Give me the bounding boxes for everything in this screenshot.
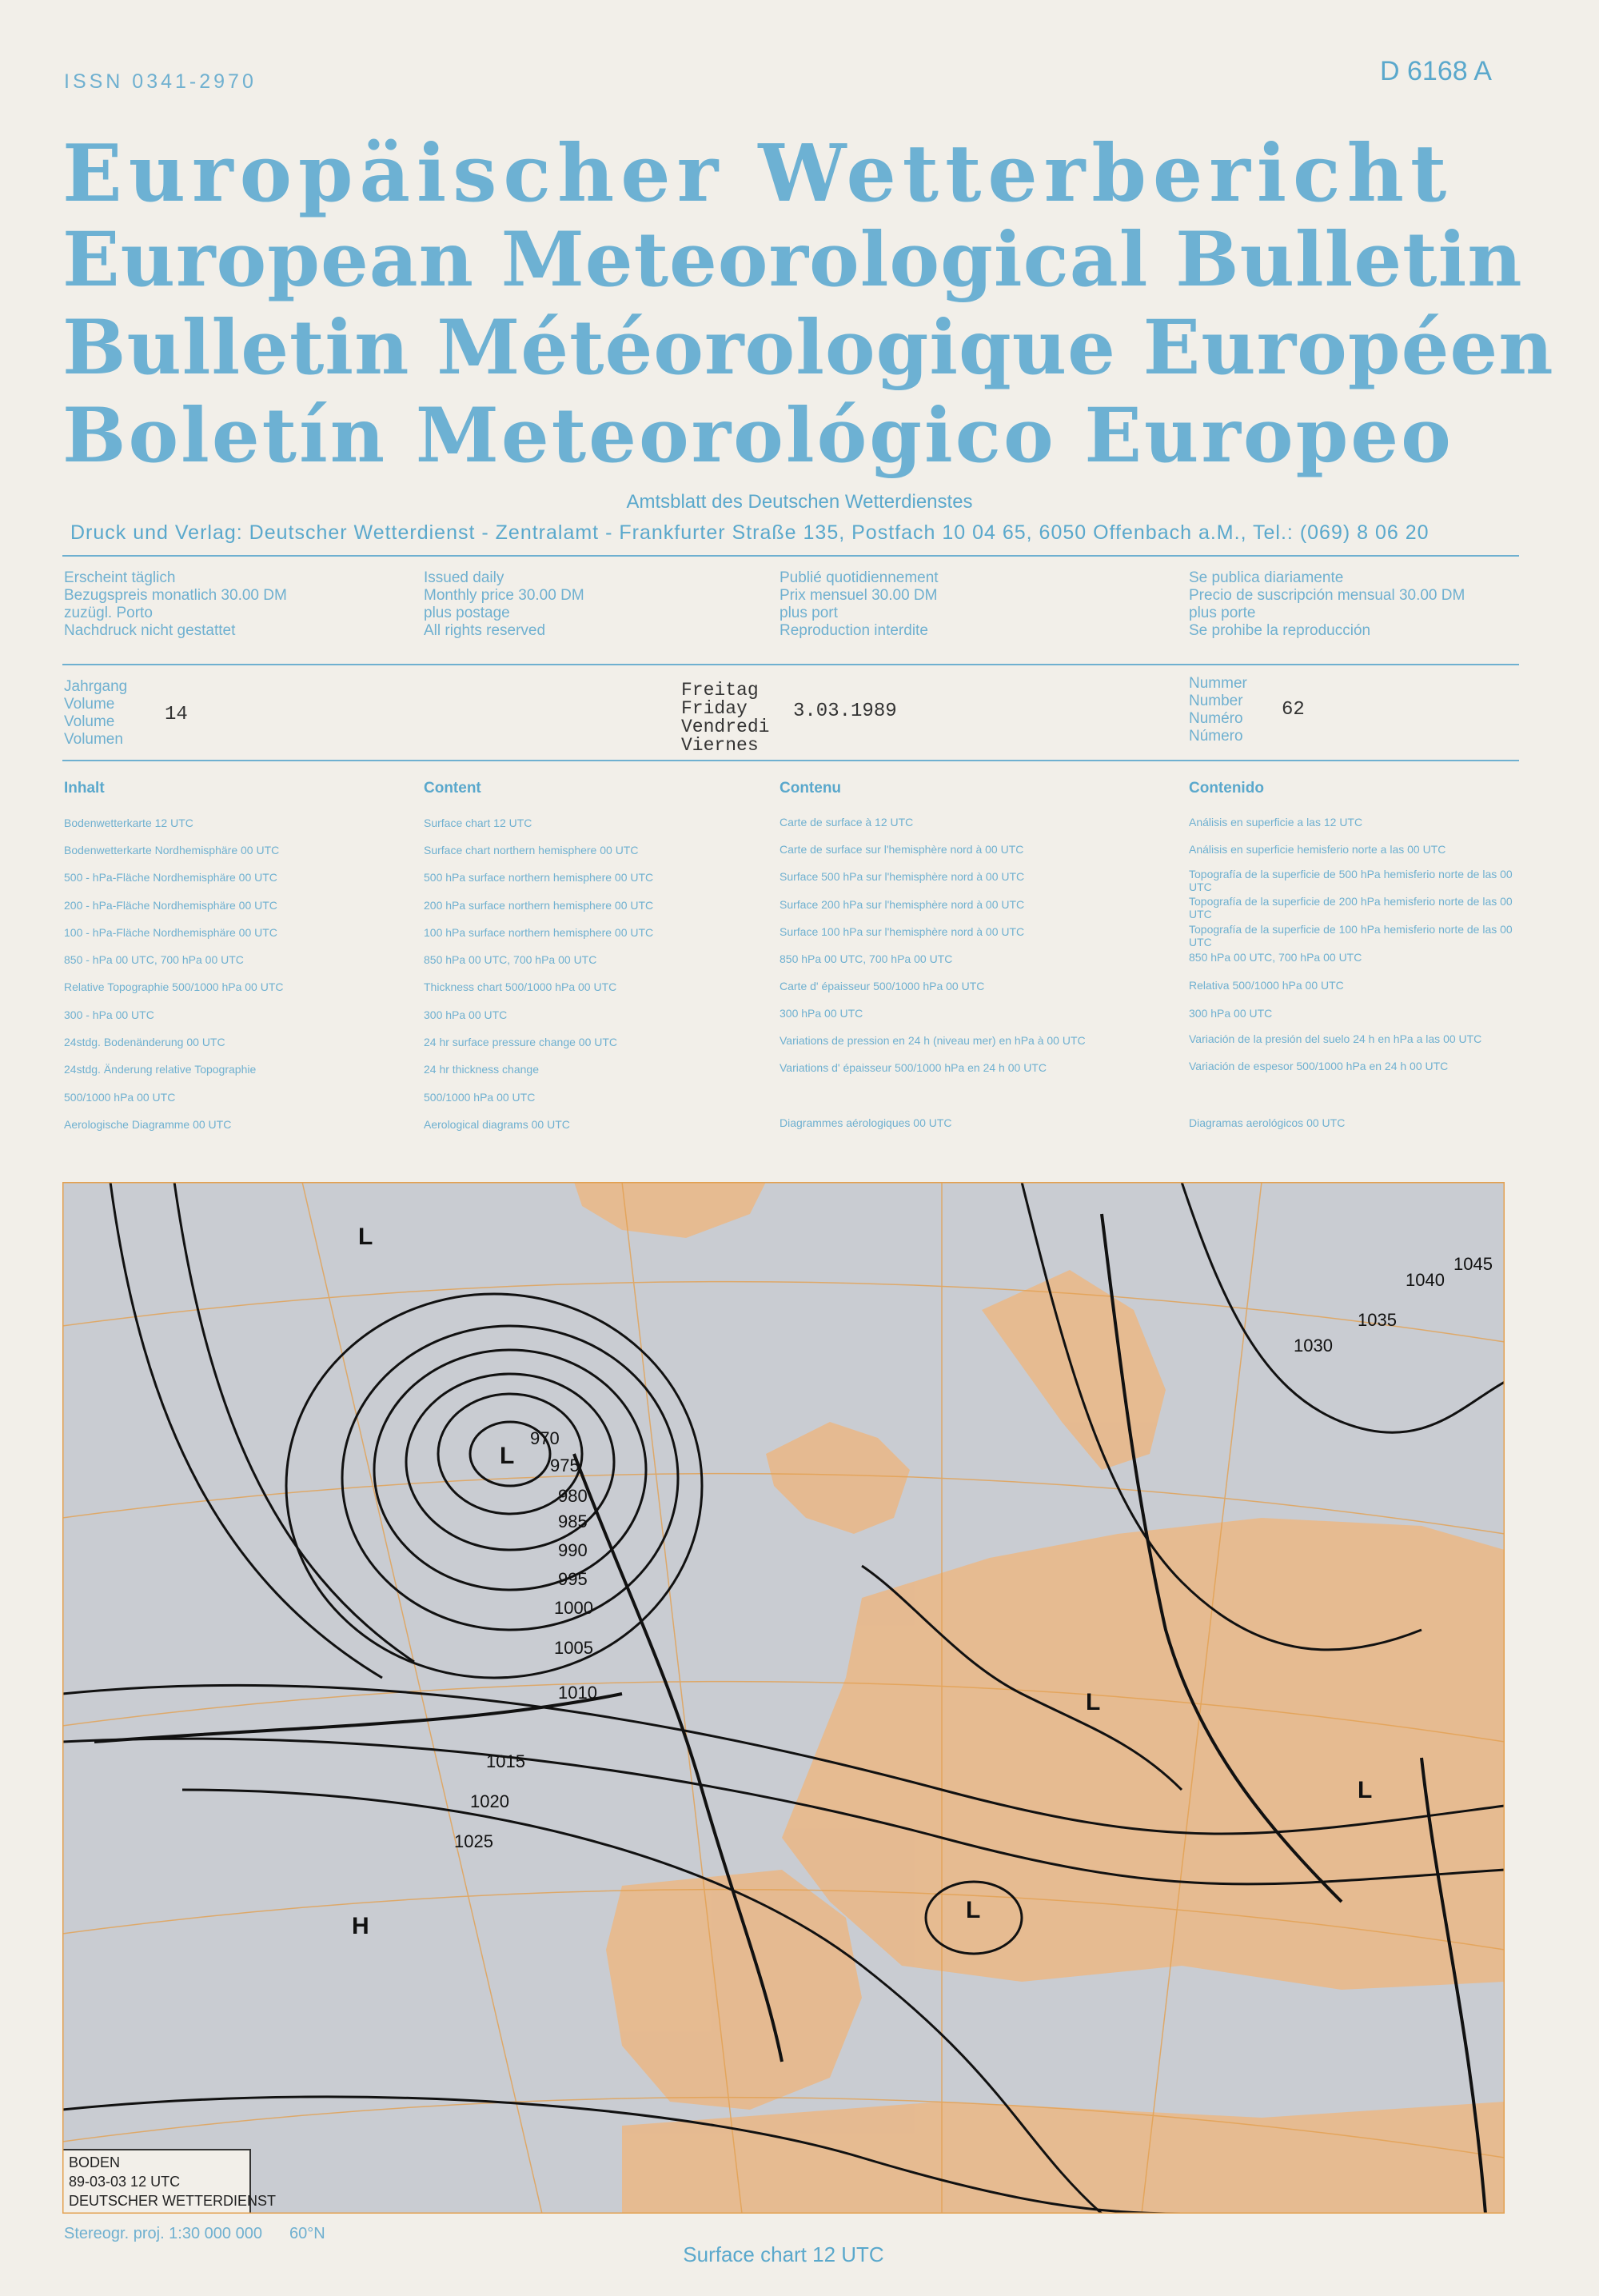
low-pressure-marker: L: [966, 1897, 981, 1923]
amtsblatt-subtitle: Amtsblatt des Deutschen Wetterdienstes: [626, 491, 973, 513]
divider: [62, 664, 1519, 665]
info-english: Issued daily Monthly price 30.00 DM plus postage All rights reserved: [424, 569, 584, 639]
contents-heading-fr: Contenu: [780, 780, 842, 797]
map-stamp-line: DEUTSCHER WETTERDIENST: [69, 2193, 277, 2209]
high-pressure-marker: H: [352, 1913, 369, 1939]
contents-item: Surface 200 hPa sur l'hemisphère nord à 00 UTC: [780, 898, 1025, 911]
isobar-label: 1010: [558, 1683, 597, 1703]
projection-note: Stereogr. proj. 1:30 000 000: [64, 2225, 262, 2242]
info-french: Publié quotidiennement Prix mensuel 30.00 DM plus port Reproduction interdite: [780, 569, 939, 639]
day-labels: Freitag Friday Vendredi Viernes: [681, 680, 770, 756]
contents-item: 500/1000 hPa 00 UTC: [64, 1091, 176, 1104]
contents-item: 300 hPa 00 UTC: [1189, 1007, 1273, 1020]
divider: [62, 555, 1519, 557]
contents-item: Análisis en superficie hemisferio norte a las 00 UTC: [1189, 843, 1446, 856]
contents-heading-de: Inhalt: [64, 780, 105, 797]
map-caption: Surface chart 12 UTC: [683, 2242, 884, 2266]
contents-item: 200 hPa surface northern hemisphere 00 UTC: [424, 899, 654, 912]
contents-item: Variations d' épaisseur 500/1000 hPa en 24 h 00 UTC: [780, 1061, 1047, 1074]
isobar-label: 1015: [486, 1751, 525, 1771]
info-spanish: Se publica diariamente Precio de suscripción mensual 30.00 DM plus porte Se prohibe la reproducción: [1189, 569, 1465, 639]
isobar-label: 1035: [1358, 1310, 1397, 1330]
isobar-label: 1020: [470, 1791, 509, 1811]
contents-item: 850 hPa 00 UTC, 700 hPa 00 UTC: [780, 952, 953, 965]
isobar-label: 1040: [1406, 1270, 1445, 1290]
contents-item: 300 hPa 00 UTC: [424, 1008, 508, 1021]
contents-item: 300 hPa 00 UTC: [780, 1007, 863, 1020]
issue-date: 3.03.1989: [793, 701, 897, 722]
isobar-label: 970: [530, 1428, 560, 1448]
contents-item: Aerological diagrams 00 UTC: [424, 1118, 570, 1131]
isobar-label: 985: [558, 1511, 588, 1531]
isobar-label: 1045: [1453, 1254, 1493, 1274]
issn-number: ISSN 0341-2970: [64, 70, 257, 93]
isobar-label: 1000: [554, 1598, 593, 1618]
contents-item: Aerologische Diagramme 00 UTC: [64, 1118, 232, 1131]
contents-item: Diagramas aerológicos 00 UTC: [1189, 1116, 1346, 1129]
contents-item: 24stdg. Änderung relative Topographie: [64, 1063, 257, 1076]
contents-item: Surface 100 hPa sur l'hemisphère nord à 00 UTC: [780, 925, 1025, 938]
contents-item: Diagrammes aérologiques 00 UTC: [780, 1116, 952, 1129]
contents-item: 24 hr thickness change: [424, 1063, 539, 1076]
contents-item: 24 hr surface pressure change 00 UTC: [424, 1036, 618, 1048]
publisher-line: Druck und Verlag: Deutscher Wetterdienst - Zentralamt - Frankfurter Straße 135, Postfach 10 04 65, 6050 Offenbach a.M., Tel.: (069) 8 06 20: [70, 521, 1430, 544]
contents-item: 100 hPa surface northern hemisphere 00 UTC: [424, 926, 654, 939]
volume-labels: Jahrgang Volume Volume Volumen: [64, 678, 128, 748]
volume-value: 14: [165, 704, 188, 725]
latitude-note: 60°N: [289, 2225, 325, 2242]
contents-item: Surface 500 hPa sur l'hemisphère nord à 00 UTC: [780, 870, 1025, 883]
contents-item: Carte de surface à 12 UTC: [780, 816, 914, 829]
divider: [62, 760, 1519, 761]
contents-item: 100 - hPa-Fläche Nordhemisphäre 00 UTC: [64, 926, 277, 939]
contents-item: Carte d' épaisseur 500/1000 hPa 00 UTC: [780, 980, 985, 992]
north-africa-land: [622, 2102, 1505, 2214]
map-stamp-line: BODEN: [69, 2154, 121, 2170]
title-french: Bulletin Météorologique Européen: [62, 304, 1554, 392]
contents-item: Análisis en superficie a las 12 UTC: [1189, 816, 1363, 829]
low-pressure-marker: L: [1358, 1777, 1373, 1803]
isobar-label: 990: [558, 1540, 588, 1560]
contents-item: 300 - hPa 00 UTC: [64, 1008, 154, 1021]
issue-number: 62: [1282, 699, 1305, 721]
contents-item: Relativa 500/1000 hPa 00 UTC: [1189, 979, 1344, 992]
title-german: Europäischer Wetterbericht: [62, 128, 1453, 220]
contents-heading-en: Content: [424, 780, 481, 797]
contents-item: Surface chart 12 UTC: [424, 817, 532, 829]
isobar-label: 1030: [1294, 1336, 1333, 1356]
isobar-label: 1005: [554, 1638, 593, 1658]
isobar-label: 1025: [454, 1831, 493, 1851]
contents-item: Thickness chart 500/1000 hPa 00 UTC: [424, 980, 617, 993]
low-pressure-marker: L: [500, 1443, 515, 1469]
contents-item: Bodenwetterkarte 12 UTC: [64, 817, 193, 829]
title-spanish: Boletín Meteorológico Europeo: [62, 392, 1453, 480]
contents-item: Surface chart northern hemisphere 00 UTC: [424, 844, 639, 857]
contents-item: Relative Topographie 500/1000 hPa 00 UTC: [64, 980, 284, 993]
isobar-label: 980: [558, 1486, 588, 1506]
info-german: Erscheint täglich Bezugspreis monatlich 30.00 DM zuzügl. Porto Nachdruck nicht gestattet: [64, 569, 287, 639]
number-labels: Nummer Number Numéro Número: [1189, 675, 1247, 745]
surface-weather-map: [62, 1182, 1505, 2214]
contents-item: 850 - hPa 00 UTC, 700 hPa 00 UTC: [64, 953, 244, 966]
low-pressure-marker: L: [358, 1224, 373, 1250]
contents-item: 200 - hPa-Fläche Nordhemisphäre 00 UTC: [64, 899, 277, 912]
contents-heading-es: Contenido: [1189, 780, 1264, 797]
contents-item: 500/1000 hPa 00 UTC: [424, 1091, 536, 1104]
isobar-label: 975: [550, 1455, 580, 1475]
contents-item: Topografía de la superficie de 200 hPa hemisferio norte de las 00 UTC: [1189, 895, 1513, 920]
map-stamp-line: 89-03-03 12 UTC: [69, 2174, 181, 2190]
contents-item: Topografía de la superficie de 100 hPa hemisferio norte de las 00 UTC: [1189, 923, 1513, 948]
contents-item: Topografía de la superficie de 500 hPa hemisferio norte de las 00 UTC: [1189, 868, 1513, 893]
contents-item: 850 hPa 00 UTC, 700 hPa 00 UTC: [1189, 951, 1362, 964]
contents-item: Carte de surface sur l'hemisphère nord à 00 UTC: [780, 843, 1024, 856]
isobar-label: 995: [558, 1569, 588, 1589]
contents-item: 500 - hPa-Fläche Nordhemisphäre 00 UTC: [64, 871, 277, 884]
title-english: European Meteorological Bulletin: [62, 216, 1523, 304]
contents-item: Bodenwetterkarte Nordhemisphäre 00 UTC: [64, 844, 280, 857]
contents-item: 500 hPa surface northern hemisphere 00 UTC: [424, 871, 654, 884]
contents-item: Variación de espesor 500/1000 hPa en 24 h 00 UTC: [1189, 1060, 1449, 1072]
contents-item: 850 hPa 00 UTC, 700 hPa 00 UTC: [424, 953, 597, 966]
contents-item: 24stdg. Bodenänderung 00 UTC: [64, 1036, 225, 1048]
document-number: D 6168 A: [1380, 56, 1492, 86]
low-pressure-marker: L: [1086, 1689, 1101, 1715]
contents-item: Variación de la presión del suelo 24 h en hPa a las 00 UTC: [1189, 1032, 1482, 1045]
contents-item: Variations de pression en 24 h (niveau mer) en hPa à 00 UTC: [780, 1034, 1086, 1047]
